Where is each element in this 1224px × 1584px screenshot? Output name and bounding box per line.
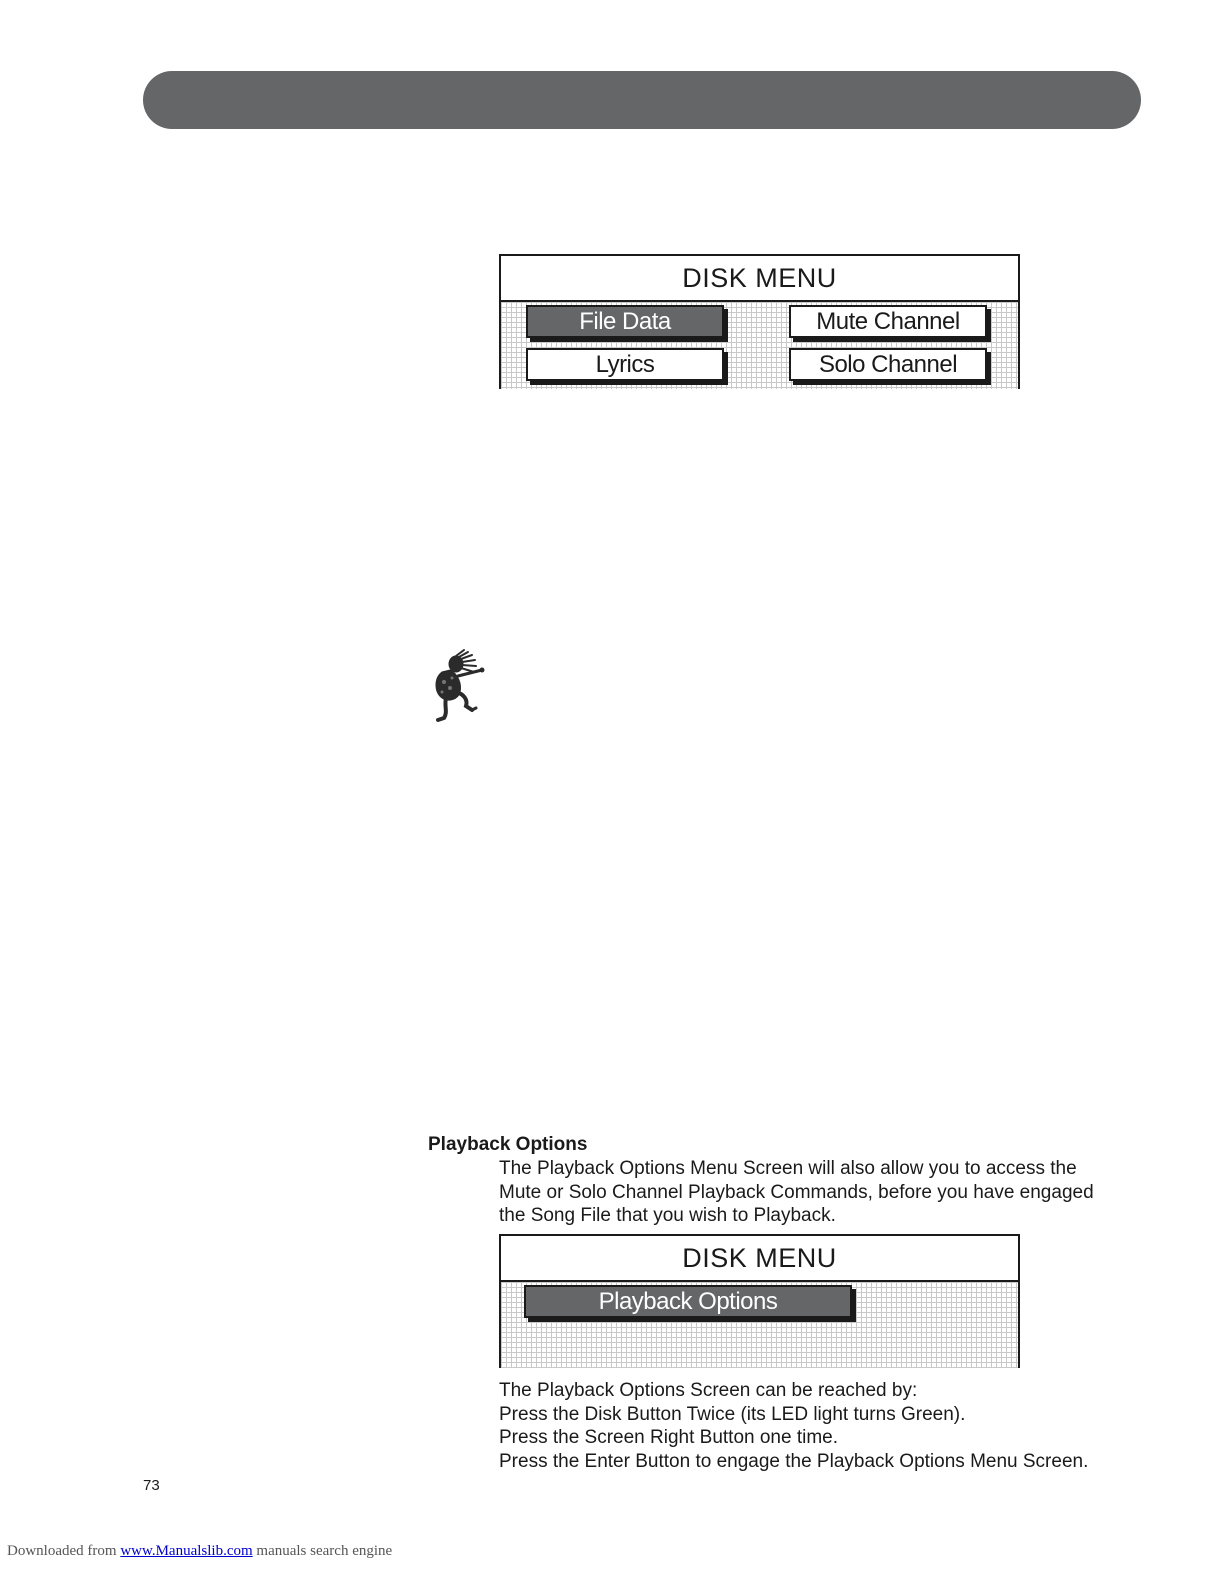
disk-menu-options — [501, 1282, 1018, 1368]
instruction-line: Press the Enter Button to engage the Playback Options Menu Screen. — [499, 1451, 1089, 1473]
instructions — [499, 1379, 1088, 1474]
footer-prefix: Downloaded from — [7, 1543, 121, 1559]
playback-options-heading: Playback Options — [428, 1134, 588, 1155]
intro-line: Mute or Solo Channel Playback Commands, before you have engaged — [499, 1181, 1094, 1203]
intro-line: The Playback Options Menu Screen will also allow you to access the — [499, 1158, 1077, 1179]
instruction-line: Press the Screen Right Button one time. — [499, 1427, 839, 1449]
intro-line: the Song File that you wish to Playback. — [499, 1205, 836, 1227]
manualslib-link[interactable]: www.Manualslib.com — [120, 1543, 253, 1559]
instruction-line: Press the Disk Button Twice (its LED light turns Green). — [499, 1403, 966, 1425]
disk-menu-options — [501, 302, 1018, 389]
lyrics-button[interactable]: Lyrics — [526, 348, 724, 381]
disk-menu-playback-screen — [499, 1234, 1020, 1368]
playback-options-intro — [499, 1157, 1094, 1228]
footer-suffix: manuals search engine — [252, 1543, 393, 1559]
page-number: 73 — [143, 1477, 160, 1494]
disk-menu-title: DISK MENU — [501, 256, 1018, 302]
file-data-button[interactable]: File Data — [526, 305, 724, 338]
mute-channel-button[interactable]: Mute Channel — [789, 305, 987, 338]
playback-options-button[interactable]: Playback Options — [524, 1285, 852, 1318]
kokopelli-icon — [428, 648, 488, 724]
disk-menu-title: DISK MENU — [501, 1236, 1018, 1282]
page-header-bar — [143, 71, 1141, 129]
download-footer — [7, 1543, 392, 1560]
disk-menu-screen — [499, 254, 1020, 389]
instruction-line: The Playback Options Screen can be reached by: — [499, 1380, 918, 1401]
solo-channel-button[interactable]: Solo Channel — [789, 348, 987, 381]
